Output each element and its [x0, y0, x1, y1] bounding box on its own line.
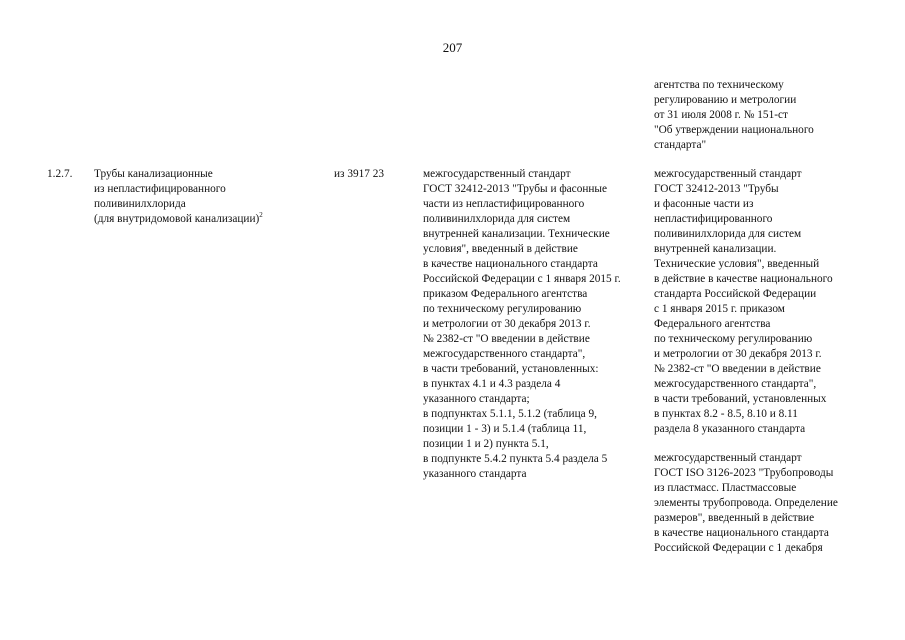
- product-name: [94, 167, 263, 227]
- footnote-marker: 2: [259, 211, 263, 220]
- standard-test-methods-gost-32412: межгосударственный стандарт ГОСТ 32412-2013 "Трубы и фасонные части из непластифицированного поливинилхлорида для систем внутренней канализации. Технические условия", введенный в действие в качестве национального стандарта Российской Федерации с 1 января 2015 г. приказом Федерального агентства по техническому регулированию и метрологии от 30 декабря 2013 г. № 2382-ст "О введении в действие межгосударственного стандарта", в части требований, установленных в пунктах 8.2 - 8.5, 8.10 и 8.11 раздела 8 указанного стандарта: [654, 168, 833, 435]
- page-number: 207: [442, 40, 463, 55]
- row-number: 1.2.7.: [47, 168, 73, 180]
- standard-requirements: межгосударственный стандарт ГОСТ 32412-2013 "Трубы и фасонные части из непластифицированного поливинилхлорида для систем внутренней канализации. Технические условия", введенный в действие в качестве национального стандарта Российской Федерации с 1 января 2015 г. приказом Федерального агентства по техническому регулированию и метрологии от 30 декабря 2013 г. № 2382-ст "О введении в действие межгосударственного стандарта", в части требований, установленных: в пунктах 4.1 и 4.3 раздела 4 указанного стандарта; в подпунктах 5.1.1, 5.1.2 (таблица 9, позиции 1 - 3) и 5.1.4 (таблица 11, позиции 1 и 2) пункта 5.1, в подпункте 5.4.2 пункта 5.4 раздела 5 указанного стандарта: [423, 168, 621, 480]
- continued-standard-text: агентства по техническому регулированию и метрологии от 31 июля 2008 г. № 151-ст "Об утверждении национального стандарта": [654, 79, 814, 151]
- tn-ved-code: из 3917 23: [334, 168, 385, 180]
- standard-test-methods-gost-iso-3126: межгосударственный стандарт ГОСТ ISO 3126-2023 "Трубопроводы из пластмасс. Пластмассовые элементы трубопровода. Определение размеров", введенный в действие в качестве национального стандарта Российской Федерации с 1 декабря: [654, 452, 838, 554]
- product-name-text: Трубы канализационные из непластифицированного поливинилхлорида (для внутридомовой канализации): [94, 168, 260, 225]
